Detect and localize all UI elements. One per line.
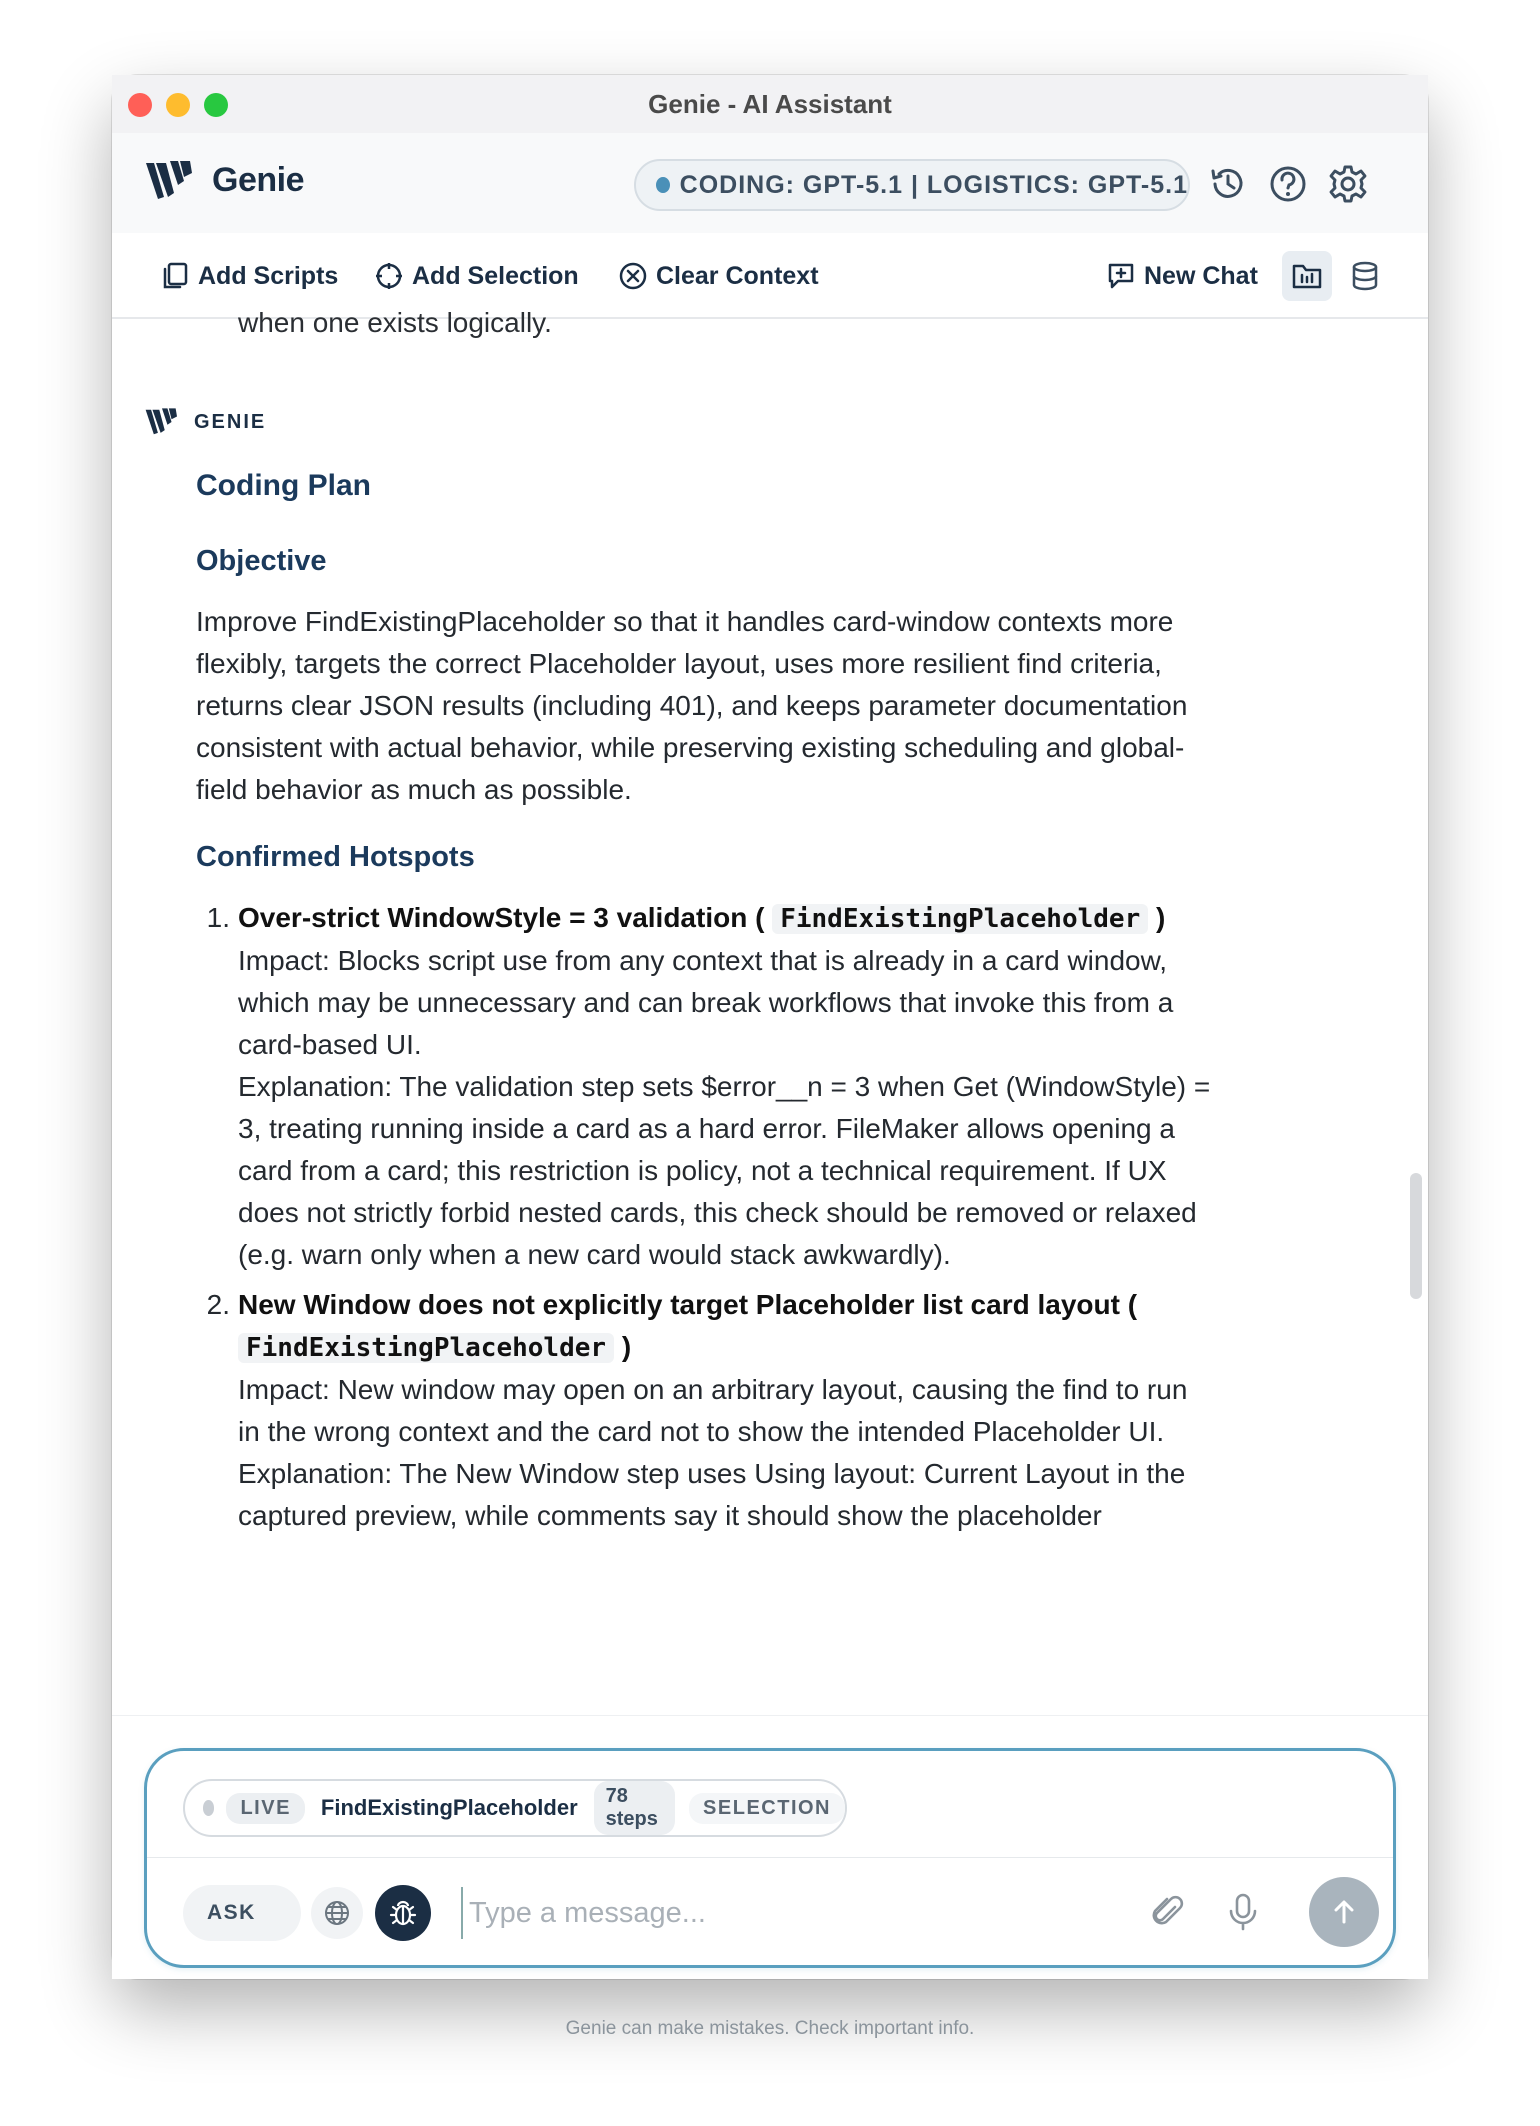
send-button[interactable]	[1309, 1877, 1379, 1947]
message-composer	[144, 1748, 1396, 1968]
folder-view-button[interactable]	[1282, 251, 1332, 301]
hotspot-title: New Window does not explicitly target Placeholder list card layout (	[238, 1289, 1138, 1320]
hotspot-title: Over-strict WindowStyle = 3 validation (	[238, 902, 765, 933]
new-chat-button[interactable]	[1106, 257, 1258, 295]
assistant-sender	[144, 407, 266, 437]
hotspot-explanation: Explanation: The New Window step uses Using layout: Current Layout in the captured preview, while comments say it should show the placeholder	[238, 1458, 1186, 1531]
message-input[interactable]	[461, 1887, 1021, 1939]
context-script-name: FindExistingPlaceholder	[320, 1795, 578, 1820]
list-number: 1.	[206, 902, 230, 933]
chat-transcript[interactable]	[112, 307, 1428, 1715]
hotspots-heading: Confirmed Hotspots	[196, 841, 475, 873]
history-icon[interactable]	[1207, 163, 1249, 205]
hotspot-explanation: Explanation: The validation step sets $error__n = 3 when Get (WindowStyle) = 3, treating running inside a card as a hard error. FileMaker allows opening a card from a card; this restriction is policy, not a technical requirement. If UX does not strictly forbid nested cards, this check should be removed or relaxed (e.g. warn only when a new card would stack awkwardly).	[238, 1071, 1211, 1270]
disclaimer-text: Genie can make mistakes. Check important info.	[565, 2018, 975, 2039]
composer-divider	[147, 1857, 1393, 1858]
chat-scrollbar[interactable]	[1410, 1173, 1422, 1299]
live-badge: LIVE	[226, 1793, 304, 1824]
composer-area	[112, 1715, 1428, 2039]
clear-context-label: Clear Context	[656, 261, 819, 290]
context-pill[interactable]	[183, 1779, 847, 1837]
globe-icon	[322, 1898, 352, 1928]
database-button[interactable]	[1340, 251, 1390, 301]
ask-mode-button[interactable]: ASK	[183, 1885, 301, 1941]
hotspot-impact: Impact: New window may open on an arbitrary layout, causing the find to run in the wrong context and the card not to show the intended Placeholder UI.	[238, 1374, 1188, 1447]
assistant-message	[196, 469, 1216, 1545]
objective-text: Improve FindExistingPlaceholder so that it handles card-window contexts more flexibly, targets the correct Placeholder layout, uses more resilient find criteria, returns clear JSON results (including 401), and keeps parameter documentation consistent with actual behavior, while preserving existing scheduling and global-field behavior as much as possible.	[196, 606, 1188, 805]
list-number: 2.	[206, 1289, 230, 1320]
hotspot-title-end: )	[1156, 902, 1166, 933]
bug-icon	[387, 1897, 419, 1929]
web-search-toggle[interactable]	[311, 1887, 363, 1939]
hotspot-title-end: )	[621, 1331, 632, 1362]
database-icon	[1350, 260, 1380, 292]
debug-mode-toggle[interactable]	[375, 1885, 431, 1941]
new-chat-icon	[1106, 261, 1136, 291]
new-chat-label: New Chat	[1144, 261, 1258, 290]
hotspots-list	[196, 897, 1216, 1537]
model-status-pill[interactable]	[634, 159, 1190, 211]
paperclip-icon[interactable]	[1147, 1893, 1187, 1933]
script-name-code: FindExistingPlaceholder	[238, 1333, 614, 1363]
app-header	[112, 133, 1428, 233]
folder-chart-icon	[1291, 261, 1323, 291]
clear-context-button[interactable]	[618, 257, 819, 295]
objective-heading: Objective	[196, 545, 327, 577]
plan-title: Coding Plan	[196, 469, 371, 502]
add-scripts-button[interactable]	[160, 257, 338, 295]
script-name-code: FindExistingPlaceholder	[772, 904, 1148, 934]
hotspot-impact: Impact: Blocks script use from any context that is already in a card window, which may be unnecessary and can break workflows that invoke this from a card-based UI.	[238, 945, 1174, 1060]
genie-avatar-icon	[144, 407, 180, 437]
list-item	[196, 1284, 1216, 1537]
arrow-up-icon	[1328, 1896, 1360, 1928]
settings-icon[interactable]	[1327, 163, 1369, 205]
model-status-text: CODING: GPT-5.1 | LOGISTICS: GPT-5.1	[679, 170, 1188, 199]
genie-logo-icon	[144, 159, 196, 203]
app-window	[112, 75, 1428, 2039]
steps-badge: 78 steps	[594, 1781, 675, 1835]
copy-document-icon	[160, 261, 190, 291]
microphone-icon[interactable]	[1223, 1891, 1263, 1933]
window-title: Genie - AI Assistant	[648, 89, 892, 119]
clear-circle-icon	[618, 261, 648, 291]
context-status-dot	[203, 1800, 214, 1816]
add-selection-label: Add Selection	[412, 261, 579, 290]
selection-badge: SELECTION	[689, 1793, 845, 1824]
status-dot	[656, 177, 670, 193]
help-icon[interactable]	[1267, 163, 1309, 205]
list-item	[196, 897, 1216, 1276]
title-bar	[112, 75, 1428, 133]
add-selection-button[interactable]	[374, 257, 579, 295]
app-name: Genie	[212, 161, 304, 199]
crosshair-icon	[374, 261, 404, 291]
previous-message-tail: when one exists logically.	[238, 307, 552, 338]
sender-name: GENIE	[194, 410, 267, 433]
add-scripts-label: Add Scripts	[198, 261, 339, 290]
